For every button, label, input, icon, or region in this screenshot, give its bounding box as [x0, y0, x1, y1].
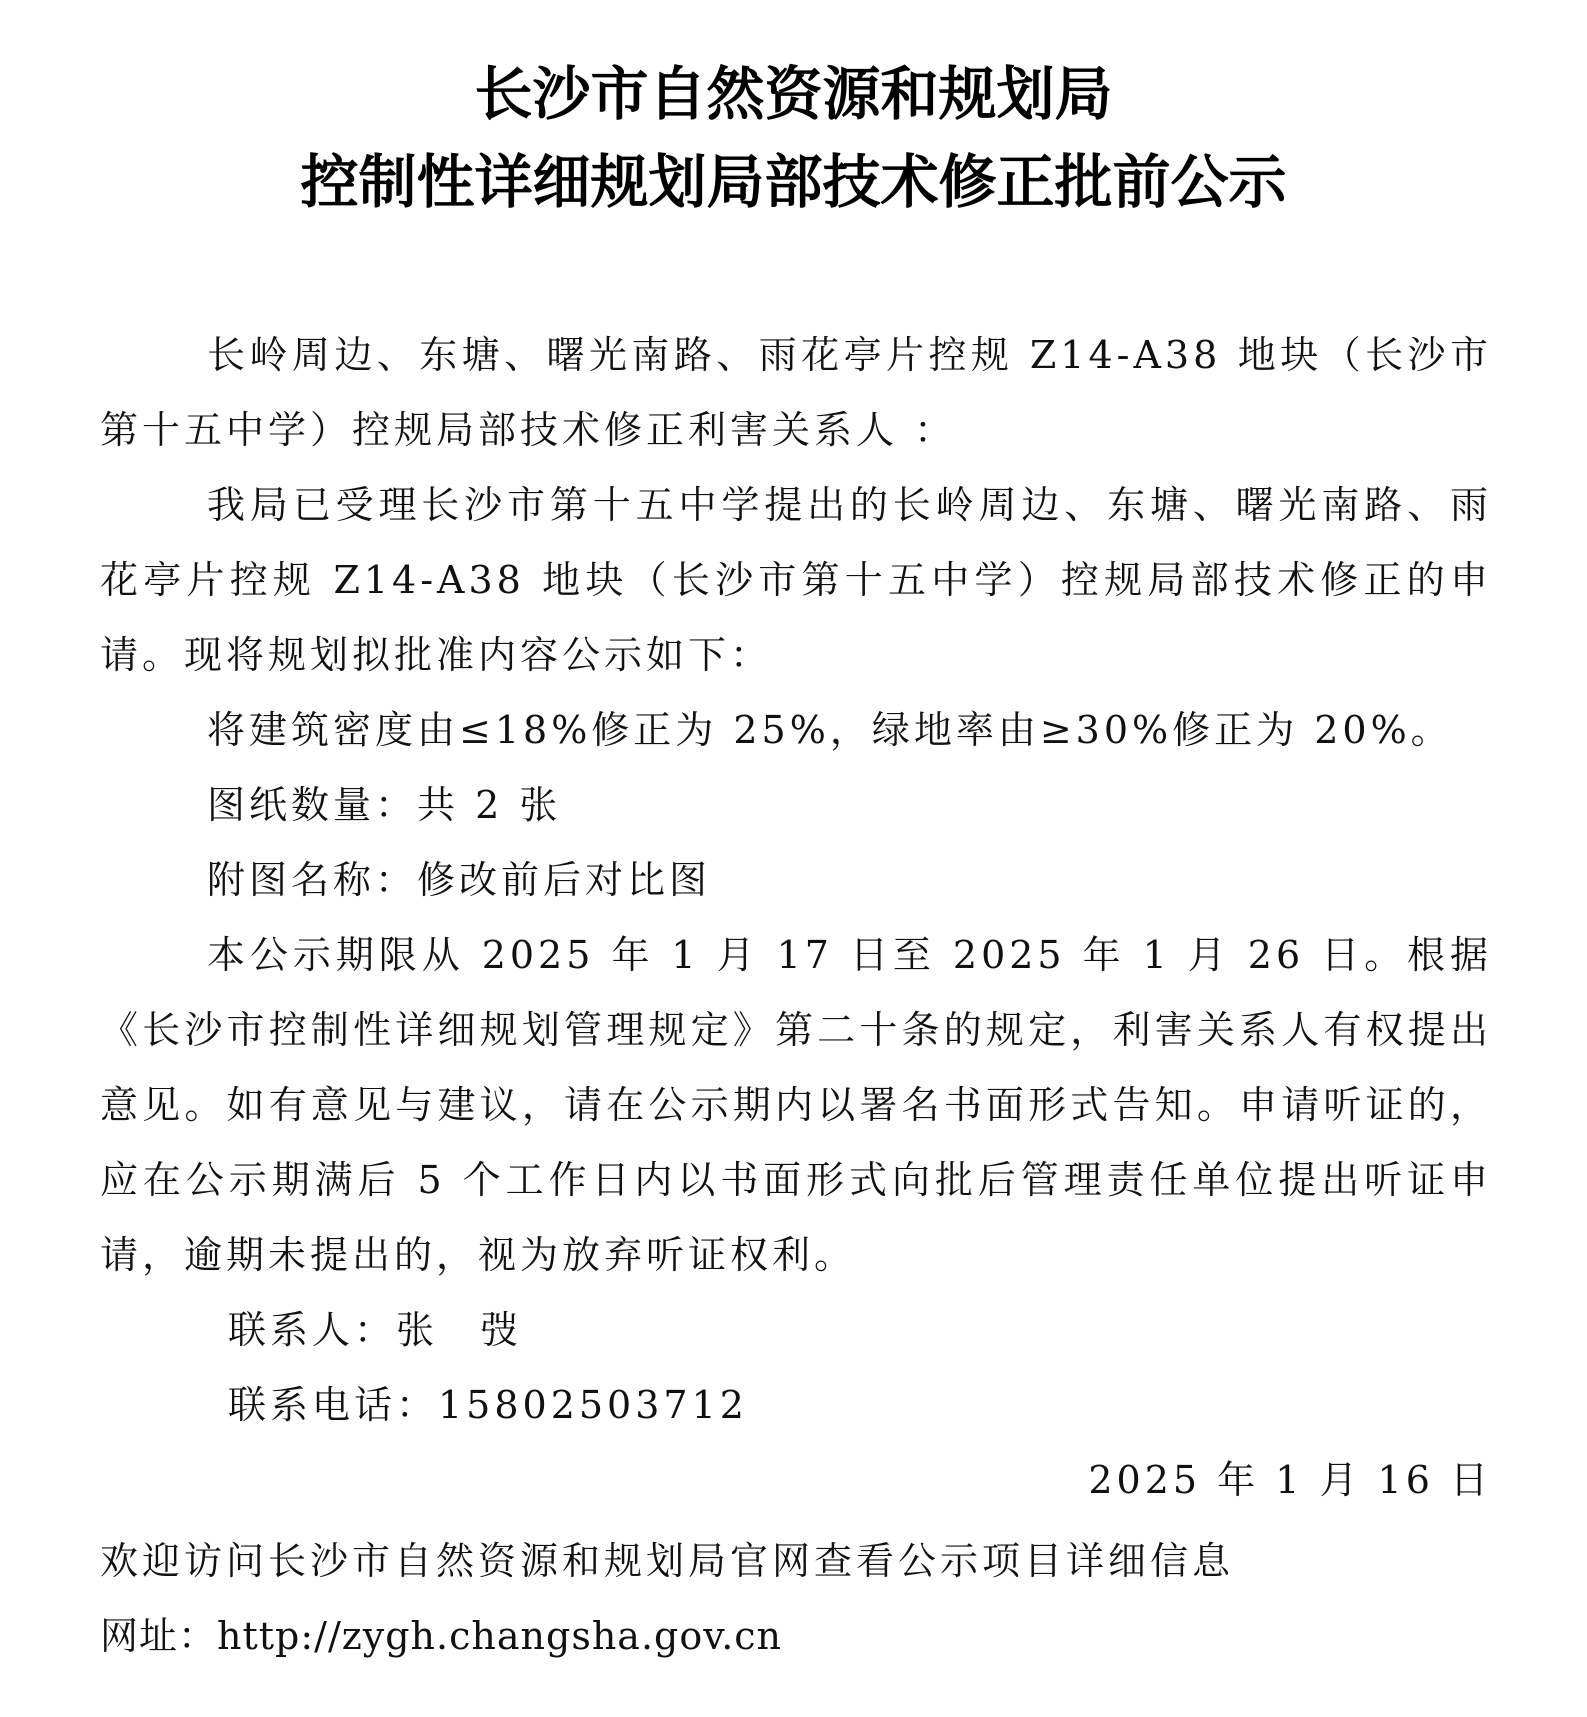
- drawing-count: 图纸数量：共 2 张: [207, 783, 562, 827]
- intro-paragraph: 我局已受理长沙市第十五中学提出的长岭周边、东塘、曙光南路、雨花亭片控规 Z14-A38 地块（长沙市第十五中学）控规局部技术修正的申请。现将规划拟批准内容公示如下：: [100, 483, 1492, 677]
- notice-body: [100, 318, 1492, 1518]
- salutation: 长岭周边、东塘、曙光南路、雨花亭片控规 Z14-A38 地块（长沙市第十五中学）控规局部技术修正利害关系人 ：: [100, 333, 1492, 452]
- title-line-2: 控制性详细规划局部技术修正批前公示: [300, 148, 1287, 216]
- footer: [100, 1524, 1492, 1674]
- revision-content: 将建筑密度由≤18%修正为 25%，绿地率由≥30%修正为 20%。: [207, 708, 1453, 752]
- contact-phone: 联系电话：15802503712: [228, 1383, 748, 1427]
- contact-person: 联系人：张 弢: [228, 1308, 523, 1352]
- title-line-1: 长沙市自然资源和规划局: [474, 60, 1113, 128]
- attachment-name: 附图名称：修改前后对比图: [207, 858, 712, 902]
- footer-welcome: 欢迎访问长沙市自然资源和规划局官网查看公示项目详细信息: [100, 1539, 1235, 1583]
- footer-website: 网址：http://zygh.changsha.gov.cn: [100, 1614, 783, 1658]
- period-paragraph: 本公示期限从 2025 年 1 月 17 日至 2025 年 1 月 26 日。根据《长沙市控制性详细规划管理规定》第二十条的规定，利害关系人有权提出意见。如有意见与建议，请在公示期内以署名书面形式告知。申请听证的，应在公示期满后 5 个工作日内以书面形式向批后管理责任单位提出听证申请，逾期未提出的，视为放弃听证权利。: [100, 933, 1492, 1277]
- notice-date: 2025 年 1 月 16 日: [1088, 1458, 1492, 1502]
